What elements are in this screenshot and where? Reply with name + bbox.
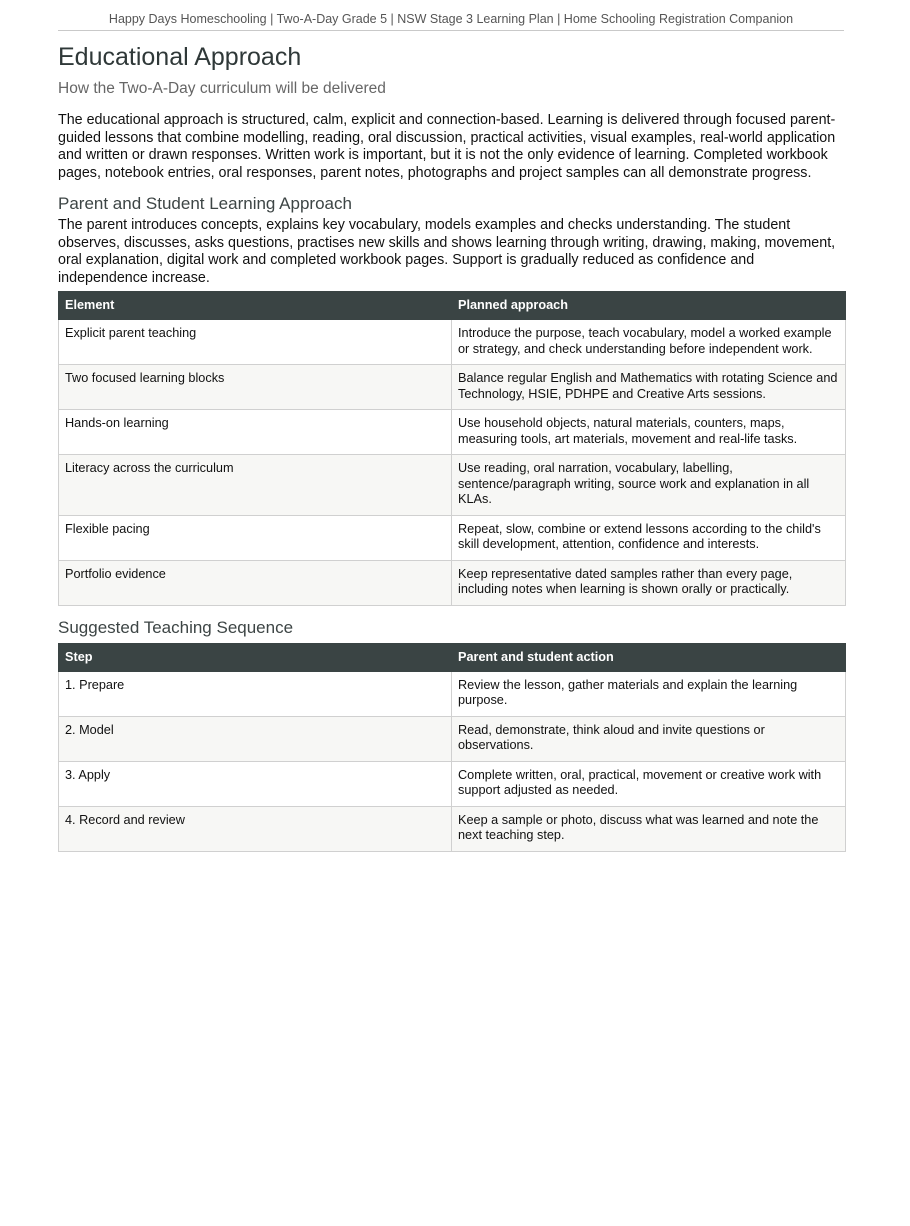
step-cell: 2. Model	[59, 716, 452, 761]
table-row	[59, 560, 846, 605]
sequence-table-header-row	[59, 643, 846, 671]
approach-cell: Balance regular English and Mathematics with rotating Science and Technology, HSIE, PDHPE and Creative Arts sessions.	[452, 365, 846, 410]
action-cell: Read, demonstrate, think aloud and invite questions or observations.	[452, 716, 846, 761]
column-header-element: Element	[59, 292, 452, 320]
page-content	[58, 40, 845, 852]
element-cell: Portfolio evidence	[59, 560, 452, 605]
table-row	[59, 455, 846, 516]
running-header: Happy Days Homeschooling | Two-A-Day Grade 5 | NSW Stage 3 Learning Plan | Home Schooling Registration Companion	[58, 12, 844, 31]
action-cell: Keep a sample or photo, discuss what was learned and note the next teaching step.	[452, 806, 846, 851]
step-cell: 3. Apply	[59, 761, 452, 806]
approach-cell: Keep representative dated samples rather than every page, including notes when learning is shown orally or practically.	[452, 560, 846, 605]
step-cell: 4. Record and review	[59, 806, 452, 851]
column-header-step: Step	[59, 643, 452, 671]
approach-table-header-row	[59, 292, 846, 320]
element-cell: Explicit parent teaching	[59, 320, 452, 365]
approach-table	[58, 291, 846, 606]
action-cell: Complete written, oral, practical, movement or creative work with support adjusted as needed.	[452, 761, 846, 806]
section-heading-teaching-sequence: Suggested Teaching Sequence	[58, 617, 294, 637]
section-heading-learning-approach: Parent and Student Learning Approach	[58, 194, 352, 213]
approach-cell: Use household objects, natural materials, counters, maps, measuring tools, art materials, movement and real-life tasks.	[452, 410, 846, 455]
table-row	[59, 716, 846, 761]
table-row	[59, 806, 846, 851]
element-cell: Hands-on learning	[59, 410, 452, 455]
element-cell: Literacy across the curriculum	[59, 455, 452, 516]
table-row	[59, 515, 846, 560]
element-cell: Two focused learning blocks	[59, 365, 452, 410]
step-cell: 1. Prepare	[59, 671, 452, 716]
sequence-table	[58, 643, 846, 852]
page-title: Educational Approach	[58, 43, 302, 71]
approach-cell: Repeat, slow, combine or extend lessons according to the child's skill development, attention, confidence and interests.	[452, 515, 846, 560]
column-header-planned-approach: Planned approach	[452, 292, 846, 320]
action-cell: Review the lesson, gather materials and explain the learning purpose.	[452, 671, 846, 716]
table-row	[59, 320, 846, 365]
page-subtitle: How the Two-A-Day curriculum will be delivered	[58, 80, 386, 97]
approach-cell: Use reading, oral narration, vocabulary, labelling, sentence/paragraph writing, source work and explanation in all KLAs.	[452, 455, 846, 516]
table-row	[59, 410, 846, 455]
element-cell: Flexible pacing	[59, 515, 452, 560]
intro-paragraph: The educational approach is structured, calm, explicit and connection-based. Learning is delivered through focused parent-guided lessons that combine modelling, reading, oral discussion, practical activities, visual examples, real-world application and written or drawn responses. Written work is important, but it is not the only evidence of learning. Completed workbook pages, notebook entries, oral responses, parent notes, photographs and project samples can all demonstrate progress.	[58, 112, 836, 181]
table-row	[59, 671, 846, 716]
learning-approach-paragraph: The parent introduces concepts, explains key vocabulary, models examples and checks understanding. The student observes, discusses, asks questions, practises new skills and shows learning through writing, drawing, making, movement, oral explanation, digital work and completed workbook pages. Support is gradually reduced as confidence and independence increase.	[58, 217, 836, 286]
table-row	[59, 761, 846, 806]
column-header-action: Parent and student action	[452, 643, 846, 671]
approach-cell: Introduce the purpose, teach vocabulary, model a worked example or strategy, and check understanding before independent work.	[452, 320, 846, 365]
table-row	[59, 365, 846, 410]
